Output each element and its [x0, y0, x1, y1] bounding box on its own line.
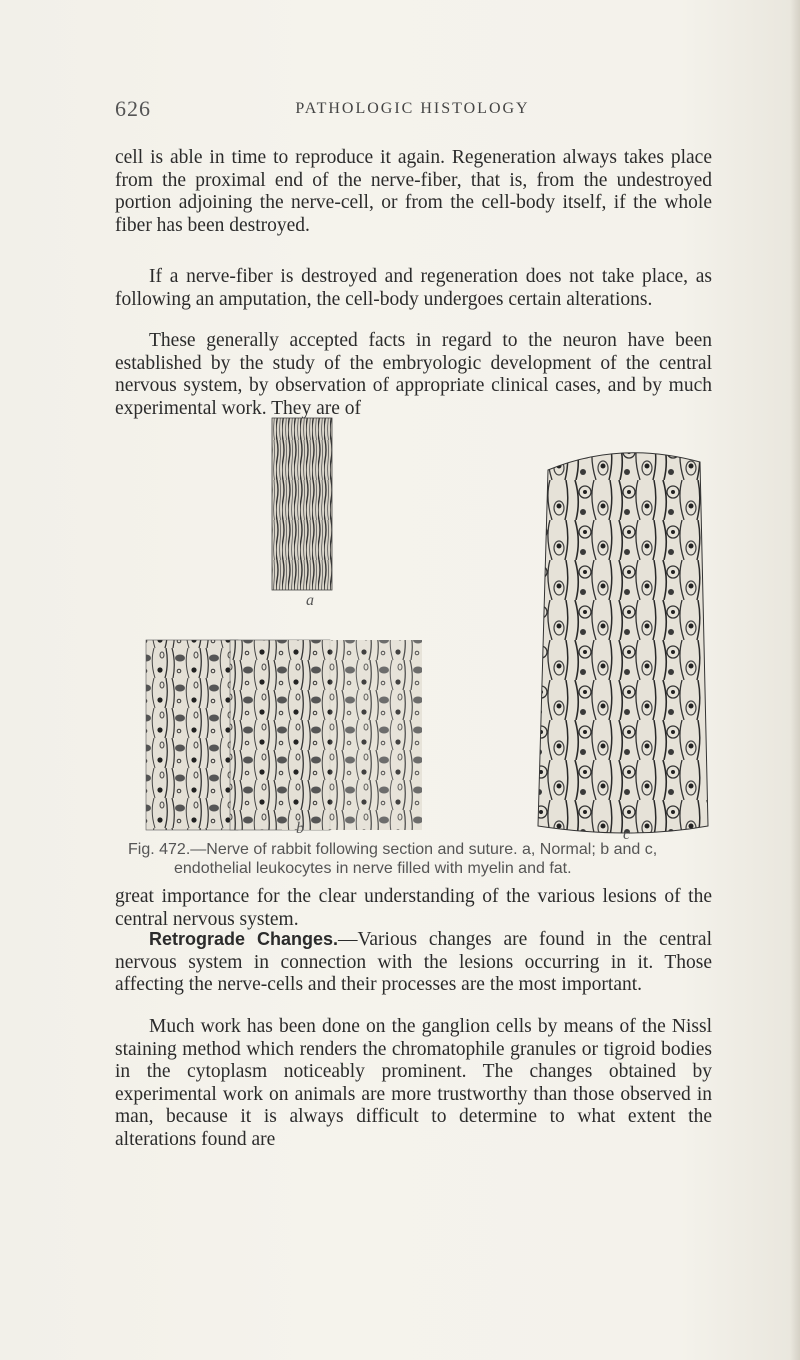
- figure-panel-b-right: [282, 640, 422, 830]
- caption-line-1: Fig. 472.—Nerve of rabbit following section and suture. a, Normal; b and c,: [128, 841, 658, 858]
- paragraph-amputation: If a nerve-fiber is destroyed and regeneration does not take place, as following an amputation, the cell-body undergoes certain alterations.: [115, 266, 712, 310]
- figure-panel-c: [538, 453, 708, 833]
- figure-label-c: c: [623, 826, 631, 843]
- figure-label-a: a: [306, 592, 314, 609]
- paragraph-retrograde-changes: [115, 928, 712, 997]
- figure-label-b: b: [296, 820, 304, 837]
- paragraph-regeneration: cell is able in time to reproduce it again. Regeneration always takes place from the proximal end of the nerve-fiber, that is, from the undestroyed portion adjoining the nerve-cell, or from the cell-body itself, if the whole fiber has been destroyed.: [115, 147, 712, 236]
- caption-line-2: endothelial leukocytes in nerve filled with myelin and fat.: [174, 860, 572, 877]
- figure-caption: [128, 840, 698, 878]
- section-heading-retrograde: Retrograde Changes.: [149, 929, 338, 949]
- paragraph-neuron-facts: These generally accepted facts in regard to the neuron have been established by the study of the embryologic development of the central nervous system, by observation of appropriate clinical cases, and by much experimental work. They are of: [115, 330, 712, 419]
- running-title: PATHOLOGIC HISTOLOGY: [295, 100, 530, 117]
- page-number: 626: [115, 96, 151, 121]
- retrograde-body: —Various changes are found in the central nervous system in connection with the lesions occurring in it. Those affecting the nerve-cells and their processes are the most important.: [115, 929, 712, 995]
- paragraph-nissl: Much work has been done on the ganglion cells by means of the Nissl staining method which renders the chromatophile granules or tigroid bodies in the cytoplasm noticeably prominent. The changes obtained by experimental work on animals are more trustworthy than those observed in man, because it is always difficult to determine to what extent the alterations found are: [115, 1016, 712, 1150]
- figure-panel-b-left: [146, 640, 238, 830]
- figure-panel-a: [272, 418, 332, 590]
- paragraph-importance: great importance for the clear understanding of the various lesions of the central nervous system.: [115, 886, 712, 930]
